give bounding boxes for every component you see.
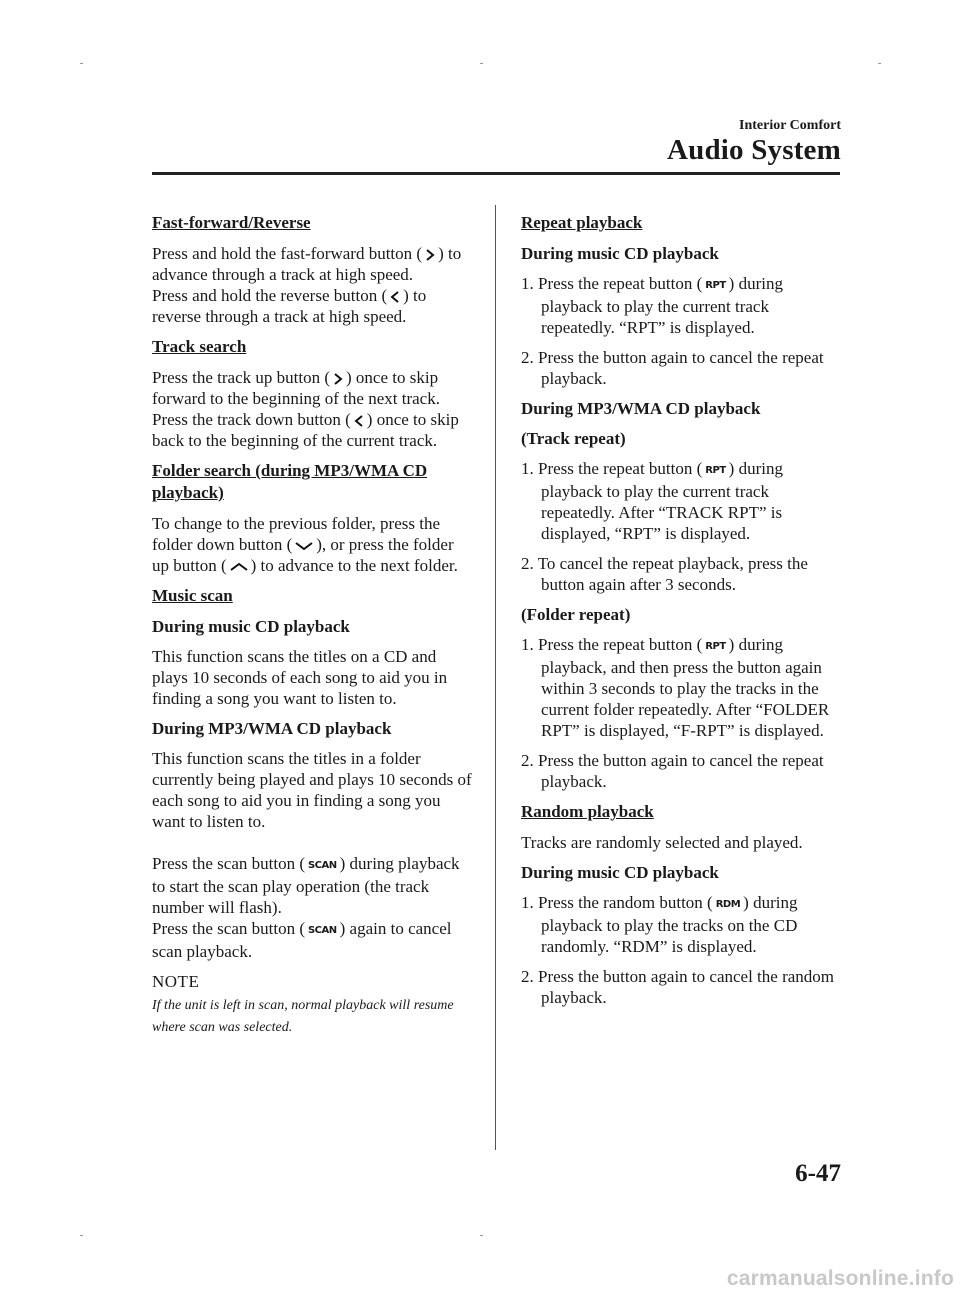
rpt-button-icon: RPT [705,465,726,476]
rpt-button-icon: RPT [705,641,726,652]
header-section-label: Interior Comfort [739,118,841,133]
chevron-left-icon [390,291,400,303]
watermark: carmanualsonline.info [726,1267,954,1290]
random-playback-heading: Random playback [521,802,654,821]
random-cd-subheading: During music CD playback [521,863,719,882]
track-search-heading: Track search [152,337,247,356]
column-divider [495,205,496,1150]
scan-button-icon: SCAN [307,925,337,936]
scan-instructions-paragraph: Press the scan button ( SCAN ) during playback to start the scan play operation (the track number will flash). Press the scan button ( SCAN ) again to cancel scan playback. [152,854,460,961]
right-column [521,212,843,1017]
list-item: 1. Press the repeat button ( RPT ) during playback, and then press the button again within 3 seconds to play the tracks in the current folder repeatedly. After “FOLDER RPT” is displayed, “F-RPT” is displayed. [521,635,830,740]
chevron-up-icon [230,562,248,572]
crop-mark [80,1235,83,1236]
page-title: Audio System [666,134,841,166]
repeat-cd-steps [521,273,843,389]
list-item: 1. Press the repeat button ( RPT ) during playback to play the current track repeatedly. “RPT” is displayed. [521,274,783,337]
random-cd-steps [521,892,843,1008]
list-item: 2. Press the button again to cancel the repeat playback. [521,348,824,388]
chevron-left-icon [354,415,364,427]
list-item: 2. To cancel the repeat playback, press the button again after 3 seconds. [521,554,808,594]
repeat-cd-subheading: During music CD playback [521,244,719,263]
track-repeat-steps [521,458,843,595]
rdm-button-icon: RDM [715,899,741,910]
scan-mp3-subheading: During MP3/WMA CD playback [152,719,392,738]
header-rule [152,172,840,175]
folder-search-paragraph: To change to the previous folder, press the folder down button ( ), or press the folder up button ( ) to advance to the next folder. [152,514,458,575]
rpt-button-icon: RPT [705,280,726,291]
chevron-right-icon [425,249,435,261]
track-search-paragraph: Press the track up button ( ) once to skip forward to the beginning of the next track. Press the track down button ( ) once to skip back to the beginning of the current track. [152,368,459,450]
list-item: 1. Press the random button ( RDM ) during playback to play the tracks on the CD randomly. “RDM” is displayed. [521,893,798,956]
fast-forward-heading: Fast-forward/Reverse [152,213,311,232]
random-intro-paragraph: Tracks are randomly selected and played. [521,833,803,852]
scan-cd-subheading: During music CD playback [152,617,350,636]
folder-repeat-steps [521,634,843,792]
scan-button-icon: SCAN [307,860,337,871]
list-item: 1. Press the repeat button ( RPT ) during playback to play the current track repeatedly. After “TRACK RPT” is displayed, “RPT” is displayed. [521,459,783,543]
list-item: 2. Press the button again to cancel the repeat playback. [521,751,824,791]
fast-forward-paragraph: Press and hold the fast-forward button ( ) to advance through a track at high speed. Press and hold the reverse button ( ) to reverse through a track at high speed. [152,244,462,326]
scan-mp3-paragraph: This function scans the titles in a folder currently being played and plays 10 seconds of each song to aid you in finding a song you want to listen to. [152,749,472,831]
chevron-right-icon [333,373,343,385]
left-column [152,212,474,1039]
repeat-playback-heading: Repeat playback [521,213,643,232]
scan-cd-paragraph: This function scans the titles on a CD and plays 10 seconds of each song to aid you in finding a song you want to listen to. [152,647,448,708]
crop-mark [878,63,881,64]
crop-mark [480,63,483,64]
repeat-mp3-subheading: During MP3/WMA CD playback [521,399,761,418]
music-scan-heading: Music scan [152,586,233,605]
note-label: NOTE [152,972,200,991]
crop-mark [480,1235,483,1236]
folder-search-heading: Folder search (during MP3/WMA CD playback) [152,461,428,502]
track-repeat-subheading: (Track repeat) [521,429,626,448]
page-number: 6-47 [795,1160,841,1187]
folder-repeat-subheading: (Folder repeat) [521,605,631,624]
note-text: If the unit is left in scan, normal playback will resume where scan was selected. [152,998,454,1035]
chevron-down-icon [295,541,313,551]
crop-mark [80,63,83,64]
list-item: 2. Press the button again to cancel the random playback. [521,967,834,1007]
